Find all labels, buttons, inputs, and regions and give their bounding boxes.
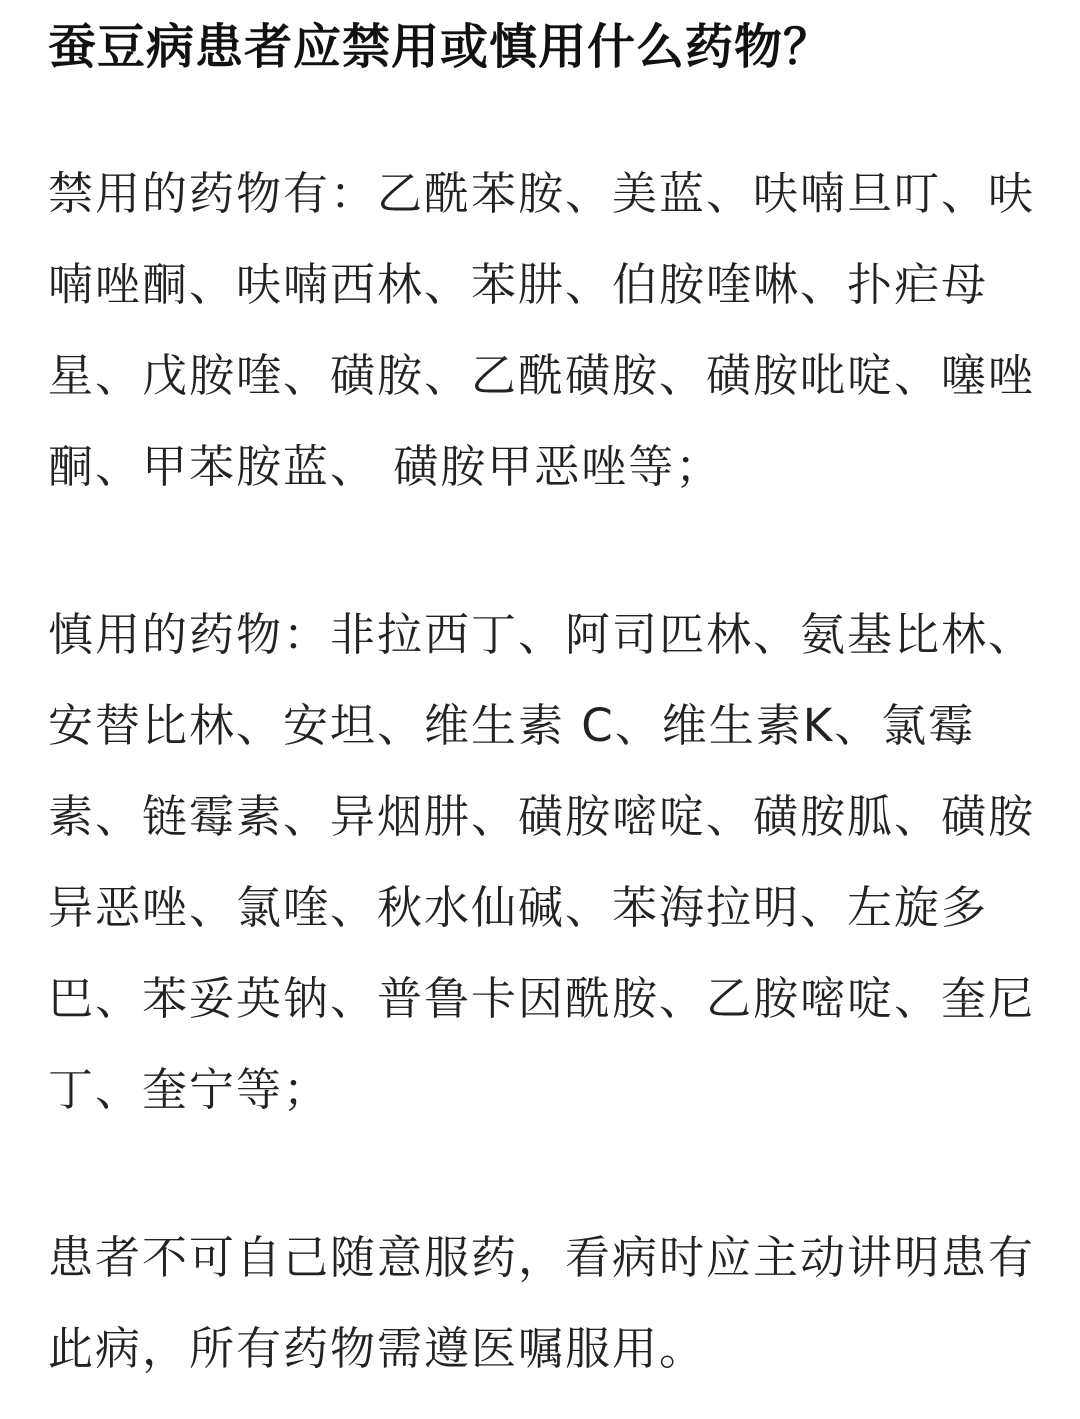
article xyxy=(48,0,1038,1394)
article-title: 蚕豆病患者应禁用或慎用什么药物？ xyxy=(48,19,833,75)
forbidden-drugs-paragraph: 禁用的药物有：乙酰苯胺、美蓝、呋喃旦叮、呋喃唑酮、呋喃西林、苯肼、伯胺喹啉、扑疟母星、戊胺喹、磺胺、乙酰磺胺、磺胺吡啶、噻唑酮、甲苯胺蓝、 磺胺甲恶唑等； xyxy=(48,167,1036,493)
caution-drugs-paragraph: 慎用的药物：非拉西丁、阿司匹林、氨基比林、安替比林、安坦、维生素 C、维生素K、氯霉素、链霉素、异烟肼、磺胺嘧啶、磺胺胍、磺胺异恶唑、氯喹、秋水仙碱、苯海拉明、左旋多巴、苯妥英钠、普鲁卡因酰胺、乙胺嘧啶、奎尼丁、奎宁等； xyxy=(48,608,1036,1116)
advice-paragraph: 患者不可自己随意服药，看病时应主动讲明患有此病，所有药物需遵医嘱服用。 xyxy=(48,1231,1036,1375)
